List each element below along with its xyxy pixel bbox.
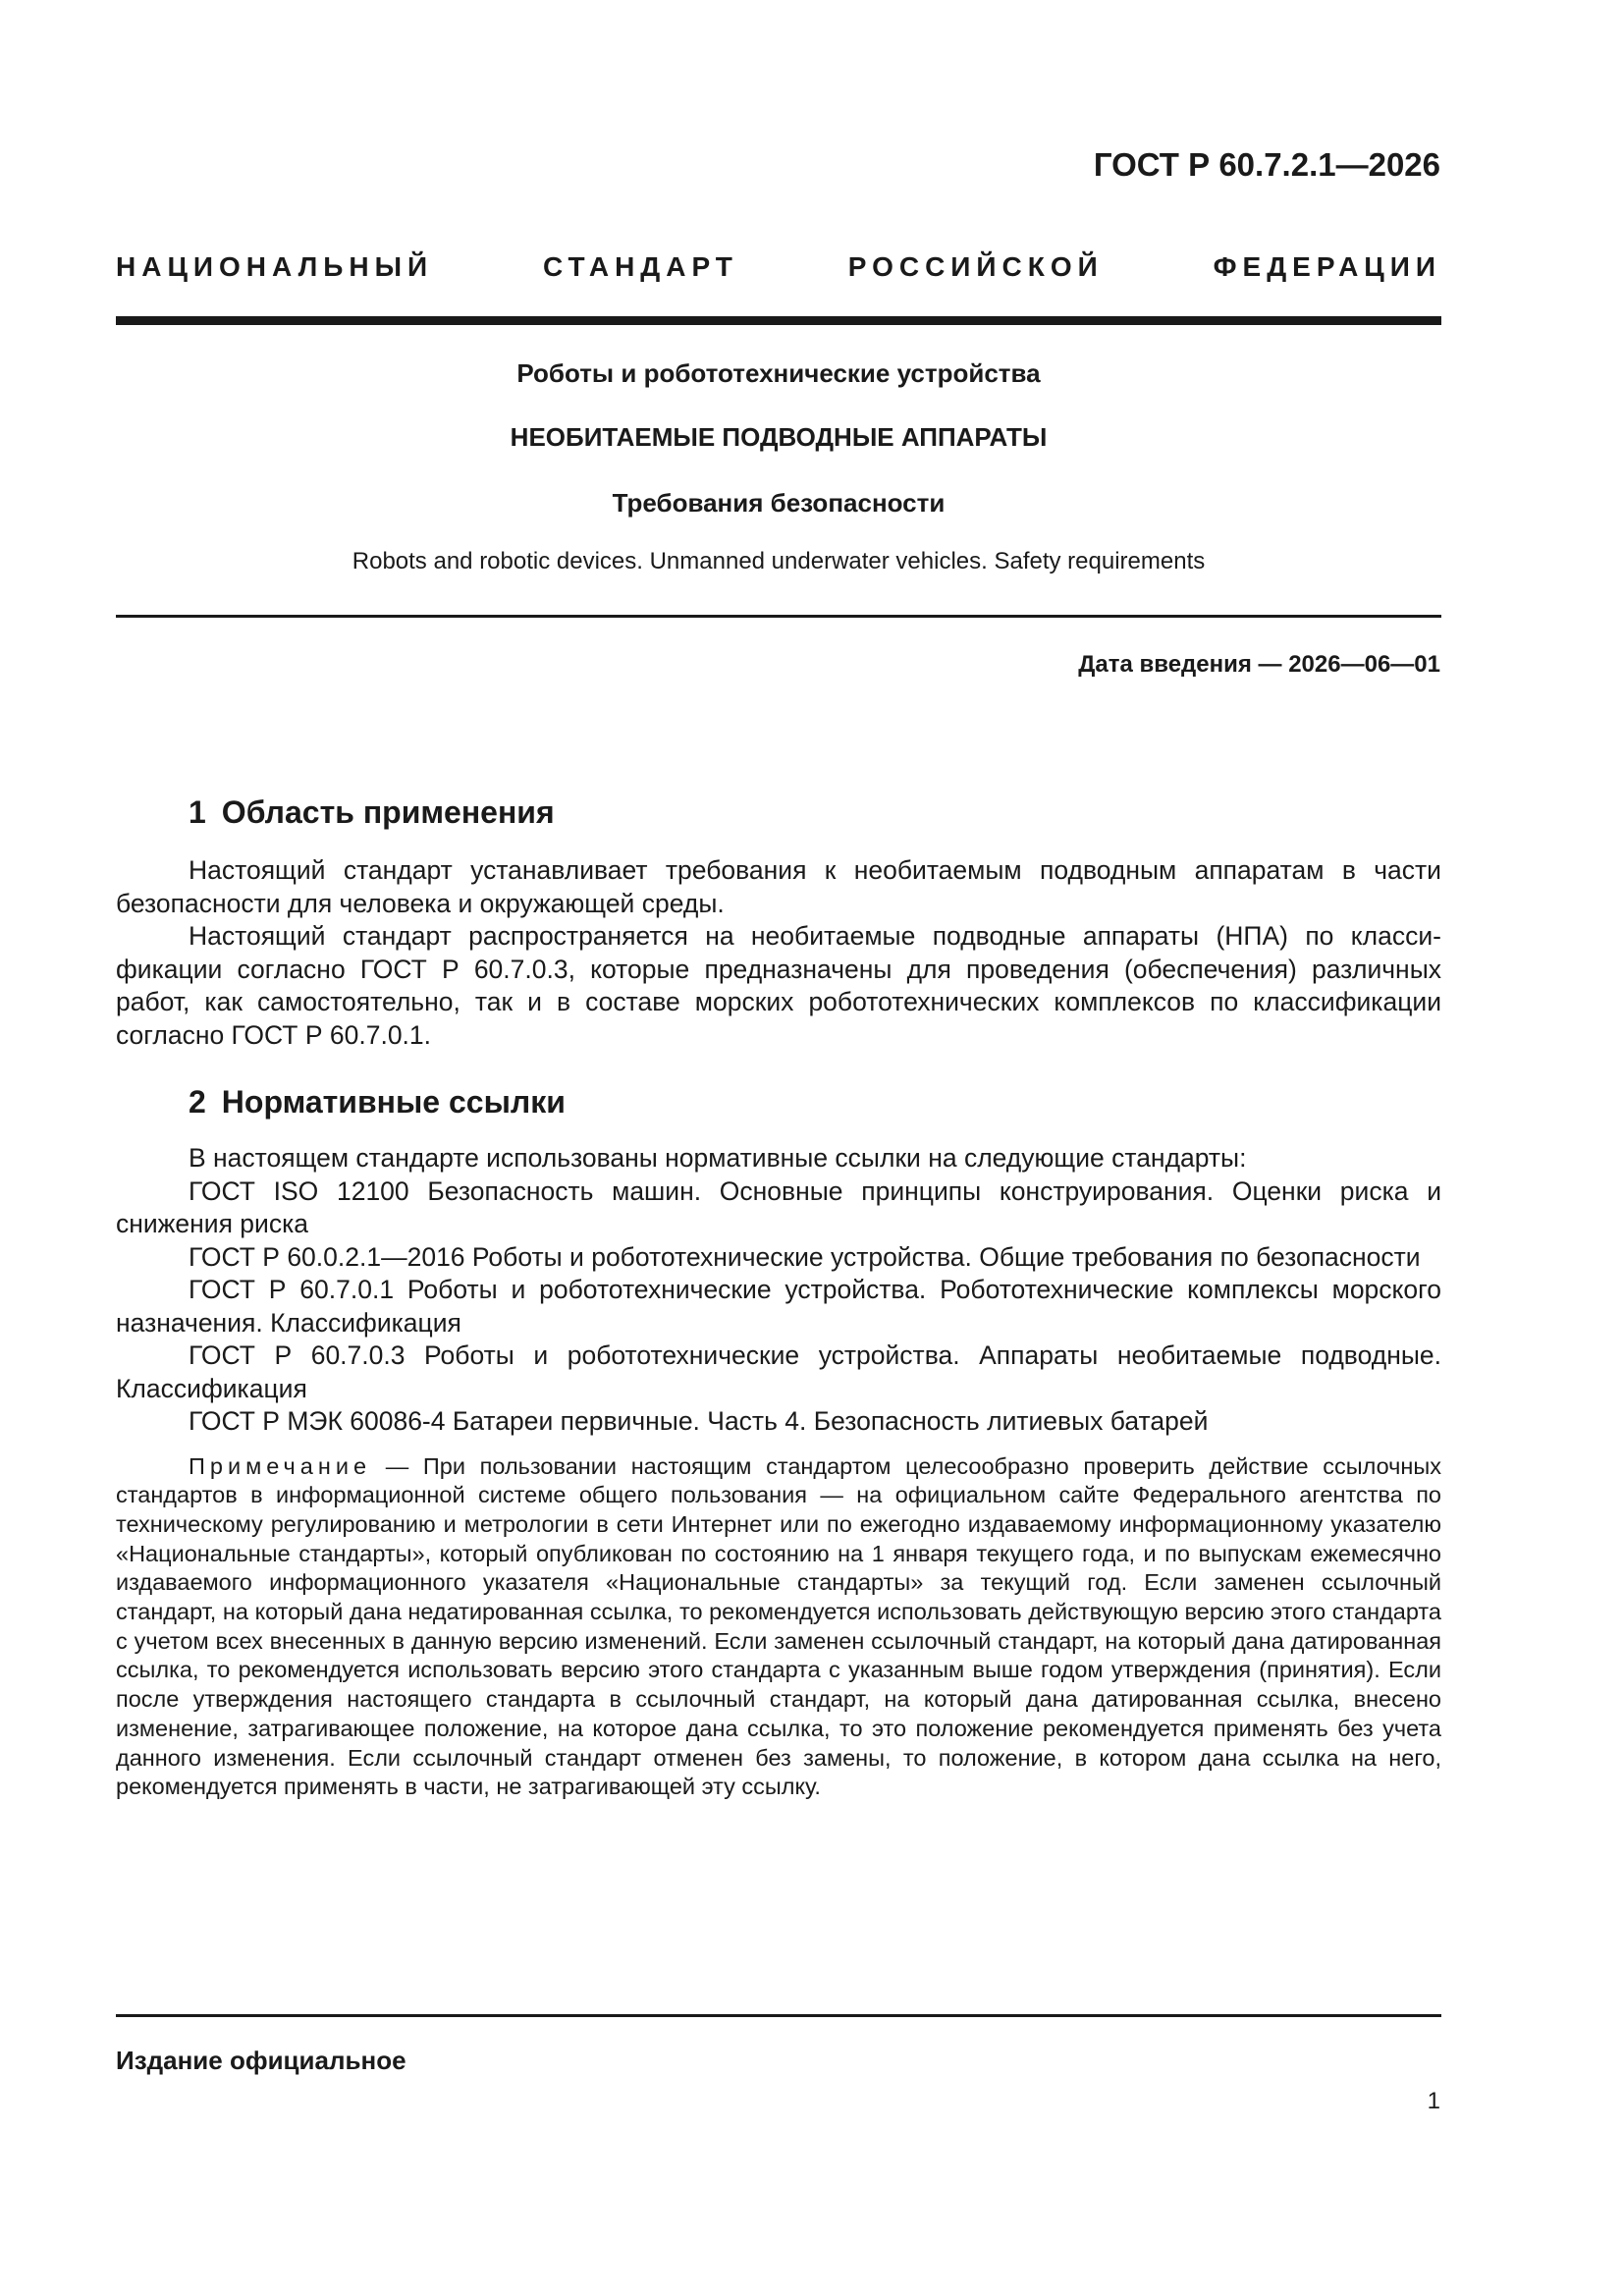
header-rule [116, 316, 1441, 325]
note-text: — При пользовании настоящим стандартом целесообразно проверить действие ссылочных стандартов в информационной системе общего пользования — на официальном сайте Федерального агентства по техническому регулированию и метрологии в сети Интернет или по ежегодно издаваемому информационному указателю «Национальные стандарты», который опубликован по состоянию на 1 января текущего года, и по выпускам ежемесячно издаваемого информационного указателя «Национальные стандарты» за текущий год. Если заменен ссылочный стандарт, на который дана недатированная ссылка, то рекомендуется использовать действующую версию этого стандарта с учетом всех внесенных в данную версию изменений. Если заменен ссылочный стандарт, на который дана датированная ссылка, то рекомендуется использовать версию этого стандарта с указанным выше годом утверждения (принятия). Если после утверждения настоящего стандарта в ссылочный стандарт, на который дана датированная ссылка, внесено изменение, затрагивающее положение, на которое дана ссылка, то это положение рекомендуется применять без учета данного изменения. Если ссылочный стандарт отменен без замены, то положение, в котором дана ссылка на него, рекомендуется применять в части, не затрагивающей эту ссылку. [116, 1452, 1441, 1800]
section-2-number: 2 [189, 1084, 206, 1120]
section-2-heading [116, 1081, 1441, 1122]
effective-date: Дата введения — 2026—06—01 [1078, 651, 1440, 678]
title-part: Требования безопасности [612, 488, 946, 518]
national-standard-header: НАЦИОНАЛЬНЫЙ СТАНДАРТ РОССИЙСКОЙ ФЕДЕРАЦИИ [116, 251, 1441, 282]
page-number: 1 [1427, 2088, 1440, 2114]
reference-item: ГОСТ Р 60.7.0.3 Роботы и робототехнические устройства. Аппараты необитаемые подводные. Классификация [116, 1340, 1441, 1403]
note-label: Примечание [189, 1452, 372, 1479]
footer-rule [116, 2014, 1441, 2017]
reference-item: ГОСТ Р МЭК 60086-4 Батареи первичные. Часть 4. Безопасность литиевых батарей [189, 1406, 1209, 1436]
section-1-paragraph: Настоящий стандарт распространяется на необитаемые подводные аппараты (НПА) по классификации согласно ГОСТ Р 60.7.0.3, которые предназначены для проведения (обеспечения) различных работ, как самостоятельно, так и в составе морских робототехнических комплексов по классификации согласно ГОСТ Р 60.7.0.1. [116, 921, 1441, 1050]
section-1-title: Область применения [221, 794, 555, 830]
section-1-heading [116, 792, 1441, 833]
document-number: ГОСТ Р 60.7.2.1—2026 [1093, 146, 1440, 183]
section-2-title: Нормативные ссылки [221, 1084, 566, 1120]
reference-item: ГОСТ Р 60.0.2.1—2016 Роботы и робототехнические устройства. Общие требования по безопасности [189, 1241, 1421, 1272]
title-main: Роботы и робототехнические устройства [516, 358, 1041, 388]
reference-item: ГОСТ ISO 12100 Безопасность машин. Основные принципы конструирования. Оценки риска и снижения риска [116, 1175, 1441, 1238]
document-body [116, 792, 1441, 1802]
title-sub: НЕОБИТАЕМЫЕ ПОДВОДНЫЕ АППАРАТЫ [510, 422, 1048, 452]
section-2-intro: В настоящем стандарте использованы нормативные ссылки на следующие стандарты: [189, 1143, 1247, 1173]
edition-mark: Издание официальное [116, 2046, 406, 2075]
title-rule [116, 615, 1441, 618]
reference-note [116, 1452, 1441, 1802]
section-1-paragraph: Настоящий стандарт устанавливает требования к необитаемым подводным аппаратам в части безопасности для человека и окружающей среды. [116, 855, 1441, 918]
title-english: Robots and robotic devices. Unmanned underwater vehicles. Safety requirements [352, 548, 1206, 574]
reference-item: ГОСТ Р 60.7.0.1 Роботы и робототехнические устройства. Робототехнические комплексы морского назначения. Классификация [116, 1275, 1441, 1338]
section-1-number: 1 [189, 794, 206, 830]
